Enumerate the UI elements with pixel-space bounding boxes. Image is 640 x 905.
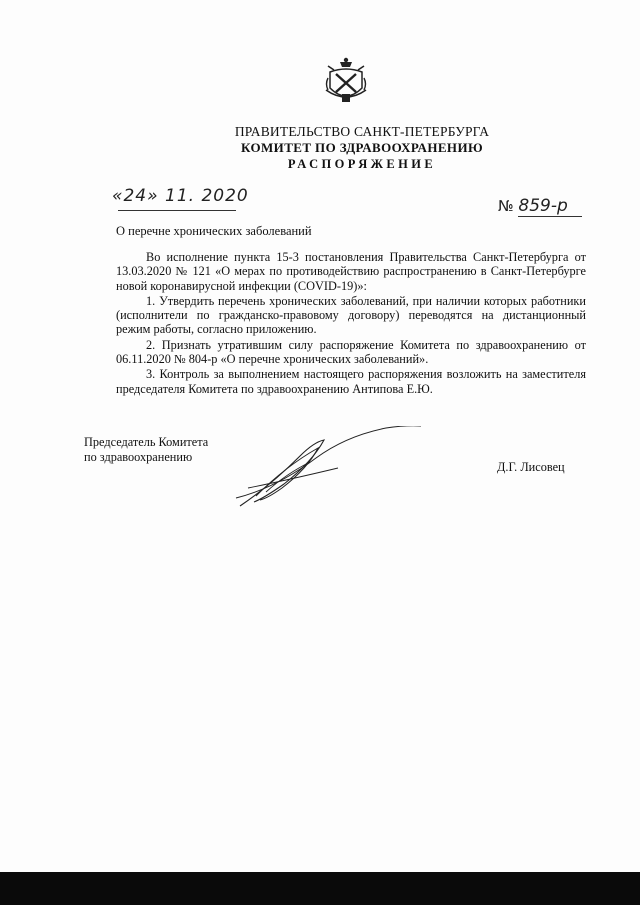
date-underline	[118, 210, 236, 211]
signatory-title-line1: Председатель Комитета	[84, 435, 209, 449]
body-paragraph-1: 1. Утвердить перечень хронических заболеваний, при наличии которых работники (исполнители по гражданско-правовому договору) переводятся на дистанционный режим работы, согласно приложению.	[116, 293, 586, 337]
signatory-title	[84, 435, 208, 465]
government-title: ПРАВИТЕЛЬСТВО САНКТ-ПЕТЕРБУРГА	[234, 124, 490, 139]
body-paragraph-2: 2. Признать утратившим силу распоряжение Комитета по здравоохранению от 06.11.2020 № 804-р «О перечне хронических заболеваний».	[116, 337, 586, 367]
document-body	[116, 250, 586, 397]
handwritten-signature	[226, 426, 426, 516]
signatory-title-line2: по здравоохранению	[84, 450, 193, 464]
document-date: «24» 11. 2020	[112, 186, 249, 206]
document-number	[498, 196, 568, 216]
body-paragraph-intro: Во исполнение пункта 15-3 постановления Правительства Санкт-Петербурга от 13.03.2020 № 121 «О мерах по противодействию распространению в Санкт-Петербурге новой коронавирусной инфекции (COVID-19)»:	[116, 250, 586, 293]
scan-bottom-border	[0, 872, 640, 905]
document-subject: О перечне хронических заболеваний	[116, 224, 312, 238]
number-prefix: №	[498, 197, 514, 215]
signatory-name: Д.Г. Лисовец	[497, 460, 565, 474]
committee-title: КОМИТЕТ ПО ЗДРАВООХРАНЕНИЮ	[241, 140, 483, 155]
number-value: 859-р	[518, 196, 568, 216]
document-type-title: РАСПОРЯЖЕНИЕ	[287, 157, 437, 171]
number-underline	[518, 216, 582, 217]
body-paragraph-3: 3. Контроль за выполнением настоящего распоряжения возложить на заместителя председателя Комитета по здравоохранению Антипова Е.Ю.	[116, 367, 586, 396]
coat-of-arms-emblem	[322, 56, 370, 106]
